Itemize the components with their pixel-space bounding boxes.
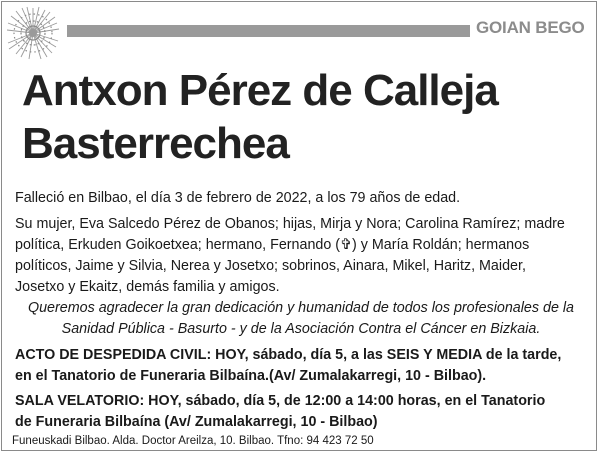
- thanks-line: Sanidad Pública - Basurto - y de la Asociación Contra el Cáncer en Bizkaia.: [61, 321, 541, 337]
- wake-line: SALA VELATORIO: HOY, sábado, día 5, de 12:00 a 14:00 horas, en el Tanatorio: [15, 393, 546, 409]
- name-line: Antxon Pérez de Calleja: [22, 66, 498, 115]
- thanks-line: Queremos agradecer la gran dedicación y humanidad de todos los profesionales de la: [27, 300, 574, 316]
- family-line: Su mujer, Eva Salcedo Pérez de Obanos; hijas, Mirja y Nora; Carolina Ramírez; madre: [15, 216, 565, 232]
- death-notice: Falleció en Bilbao, el día 3 de febrero de 2022, a los 79 años de edad.: [15, 190, 461, 206]
- name-line: Basterrechea: [22, 119, 289, 168]
- ceremony-line: en el Tanatorio de Funeraria Bilbaína.(Av/ Zumalakarregi, 10 - Bilbao).: [15, 368, 487, 384]
- ceremony-line: ACTO DE DESPEDIDA CIVIL: HOY, sábado, día 5, a las SEIS Y MEDIA de la tarde,: [15, 347, 562, 363]
- family-line: políticos, Jaime y Silvia, Nerea y Josetxo; sobrinos, Ainara, Mikel, Haritz, Maider,: [15, 258, 526, 274]
- thanks-paragraph: [15, 298, 587, 340]
- brand-label: GOIAN BEGO: [476, 18, 585, 37]
- funeral-home-footer: Funeuskadi Bilbao. Alda. Doctor Areilza, 10. Bilbao. Tfno: 94 423 72 50: [12, 435, 374, 447]
- thistle-emblem-icon: [5, 5, 61, 61]
- header-bar: [67, 25, 470, 37]
- deceased-name: [22, 64, 592, 170]
- wake-paragraph: [15, 391, 590, 433]
- family-paragraph: [15, 214, 590, 298]
- family-line: Josetxo y Ekaitz, demás familia y amigos.: [15, 279, 280, 295]
- family-line: política, Erkuden Goikoetxea; hermano, Fernando (✞) y María Roldán; hermanos: [15, 237, 530, 253]
- wake-line: de Funeraria Bilbaína (Av/ Zumalakarregi, 10 - Bilbao): [15, 414, 378, 430]
- ceremony-paragraph: [15, 345, 590, 387]
